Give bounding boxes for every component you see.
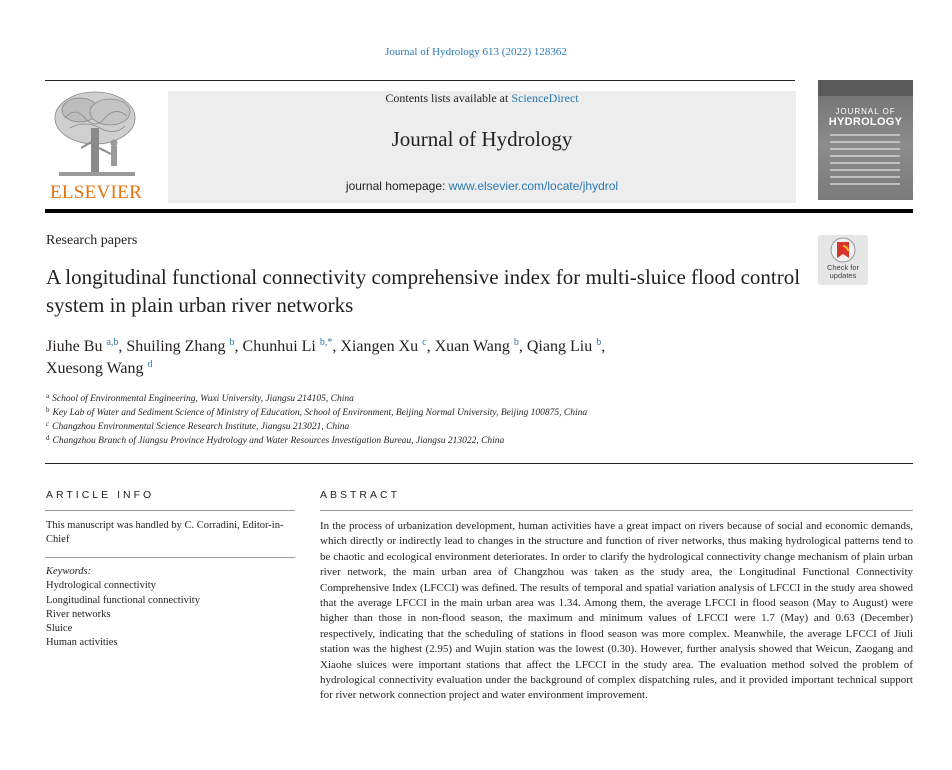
keywords-block [46, 565, 296, 651]
author-separator: , [426, 338, 435, 355]
affiliation-item [46, 420, 906, 434]
bookmark-icon [818, 236, 868, 266]
editor-note: This manuscript was handled by C. Corradini, Editor-in-Chief [46, 520, 284, 545]
keyword-item: Hydrological connectivity [46, 580, 156, 592]
abstract-heading: ABSTRACT [320, 489, 401, 501]
keywords-label: Keywords: [46, 566, 92, 577]
author-affil-mark[interactable]: d [147, 359, 153, 370]
keyword-item: Sluice [46, 623, 73, 635]
author-affil-mark[interactable]: b [229, 337, 235, 348]
homepage-link[interactable]: www.elsevier.com/locate/jhydrol [448, 179, 619, 193]
tree-engraving-icon [45, 88, 147, 182]
affiliation-mark: c [46, 420, 50, 428]
affiliations-rule [45, 463, 913, 464]
badge-line1: Check for [826, 263, 860, 272]
badge-line2: updates [829, 271, 857, 280]
author-name[interactable]: Xuesong Wang [46, 360, 144, 377]
keyword-item: Longitudinal functional connectivity [46, 594, 200, 606]
affiliation-mark: d [46, 434, 50, 442]
affiliation-text: Changzhou Branch of Jiangsu Province Hydrology and Water Resources Investigation Bureau, Jiangsu 213022, China [52, 436, 505, 446]
journal-citation[interactable]: Journal of Hydrology 613 (2022) 128362 [385, 46, 567, 58]
keyword-item: River networks [46, 608, 111, 620]
author-name[interactable]: Shuiling Zhang [126, 338, 226, 355]
contents-available-line [168, 91, 796, 106]
article-info-rule [45, 510, 295, 511]
check-for-updates-badge[interactable] [818, 235, 868, 285]
author-separator: , [518, 338, 527, 355]
affiliation-text: Key Lab of Water and Sediment Science of Ministry of Education, School of Environment, Beijing Normal University, Beijing 100875, China [52, 408, 588, 418]
cover-contents-lines [830, 134, 900, 190]
header-thick-rule [45, 209, 913, 213]
check-for-updates-label [818, 264, 868, 280]
article-info-heading: ARTICLE INFO [46, 489, 155, 501]
author-list [46, 336, 826, 380]
cover-title-line1: JOURNAL OF [835, 107, 896, 116]
article-title: A longitudinal functional connectivity comprehensive index for multi-sluice flood control system in plain urban river networks [46, 265, 801, 317]
cover-title [821, 106, 910, 128]
affiliation-text: Changzhou Environmental Science Research Institute, Jiangsu 213021, China [52, 422, 350, 432]
author-affil-mark[interactable]: a,b [106, 337, 119, 348]
journal-title: Journal of Hydrology [391, 127, 573, 151]
journal-header-banner [168, 91, 796, 203]
elsevier-logo[interactable] [45, 88, 147, 204]
affiliation-item [46, 392, 906, 406]
cover-top-band [818, 80, 913, 96]
author-separator: , [332, 338, 341, 355]
top-rule [45, 80, 795, 81]
author-name[interactable]: Qiang Liu [526, 338, 593, 355]
affiliation-mark: a [46, 392, 50, 400]
editor-note-rule [45, 557, 295, 558]
abstract-text: In the process of urbanization development, human activities have a great impact on rivers because of social and economic demands, which directly or indirectly lead to changes in the structure and function of river networks, thus making hydrological patterns tend to be chaotic and ecological environment deteriorates. In order to clarify the hydrological connectivity change mechanism of plain urban river network, the main urban area of Changzhou was taken as the study area, the Longitudinal Functional Connectivity Comprehensive Index (LFCCI) was defined. The results of temporal and spatial variation analysis of LFCCI in the study area showed that the average LFCCI in the main urban area was 1.34. Among them, the average LFCCI in flood season (May to August) were higher than those in non-flood season, the maximum and minimum values of LFCCI were 1.7 (May) and 0.63 (December) respectively, indicating that the scheduling of stations in flood season was more complex. Meanwhile, the average LFCCI of Jiuli station was the highest (2.95) and Wujin station was the lowest (0.30). However, further analysis showed that Weicun, Zaogang and Xiaohe sluices were important stations that affect the LFCCI in the study area. The evaluation method solved the problem of hydrological connectivity evaluation under the background of complex dispatching rules, and it provided important technical support for river network connection project and water environment improvement. [320, 520, 913, 702]
keyword-item: Human activities [46, 637, 118, 649]
author-affil-mark[interactable]: b [596, 337, 602, 348]
affiliation-item [46, 434, 906, 448]
sciencedirect-link[interactable]: ScienceDirect [511, 91, 579, 105]
homepage-prefix: journal homepage: [345, 179, 449, 193]
author-name[interactable]: Xiangen Xu [340, 338, 419, 355]
author-name[interactable]: Jiuhe Bu [46, 338, 103, 355]
elsevier-wordmark: ELSEVIER [49, 182, 143, 203]
author-separator: , [601, 338, 606, 355]
author-affil-mark[interactable]: b [513, 337, 519, 348]
affiliation-mark: b [46, 406, 50, 414]
author-separator: , [118, 338, 127, 355]
author-separator: , [234, 338, 243, 355]
author-affil-mark[interactable]: c [422, 337, 427, 348]
affiliation-text: School of Environmental Engineering, Wuxi University, Jiangsu 214105, China [52, 394, 354, 404]
journal-cover-thumbnail[interactable] [818, 80, 913, 200]
article-section-label: Research papers [46, 233, 138, 248]
affiliation-item [46, 406, 906, 420]
abstract-rule [320, 510, 913, 511]
author-name[interactable]: Xuan Wang [434, 338, 510, 355]
affiliations [46, 392, 906, 448]
author-name[interactable]: Chunhui Li [242, 338, 316, 355]
author-affil-mark[interactable]: b,* [319, 337, 333, 348]
journal-homepage-line [168, 179, 796, 193]
cover-title-line2: HYDROLOGY [828, 116, 903, 128]
contents-prefix: Contents lists available at [385, 91, 512, 105]
